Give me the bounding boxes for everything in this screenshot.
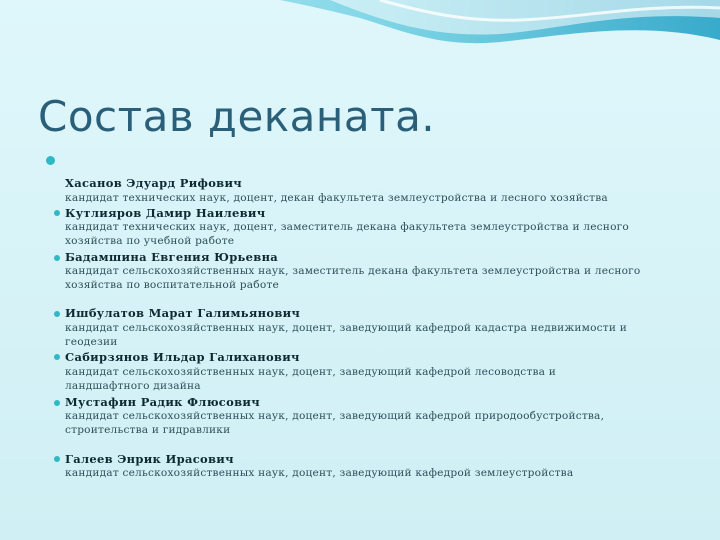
bullet-icon xyxy=(54,354,60,360)
bullet-icon xyxy=(46,156,55,165)
member-name: Ишбулатов Марат Галимьянович xyxy=(65,306,301,320)
member-name: Кутлияров Дамир Наилевич xyxy=(65,206,266,220)
member-description: кандидат технических наук, доцент, заместитель декана факультета землеустройства и лесного хозяйства по учебной работе xyxy=(65,221,629,247)
member-description: кандидат сельскохозяйственных наук, доцент, заведующий кафедрой землеустройства xyxy=(65,467,574,479)
member-description: кандидат сельскохозяйственных наук, доцент, заведующий кафедрой природообустройства, строительства и гидравлики xyxy=(65,410,605,436)
bullet-icon xyxy=(54,255,60,261)
member-description: кандидат технических наук, доцент, декан факультета землеустройства и лесного хозяйства xyxy=(65,192,608,204)
slide-title: Состав деканата. xyxy=(38,92,436,141)
decorative-wave xyxy=(0,0,720,80)
member-name: Галеев Энрик Ирасович xyxy=(65,452,234,466)
member-name: Сабирзянов Ильдар Галиханович xyxy=(65,350,300,364)
member-name: Бадамшина Евгения Юрьевна xyxy=(65,250,279,264)
bullet-icon xyxy=(54,400,60,406)
member-name: Мустафин Радик Флюсович xyxy=(65,395,260,409)
member-name: Хасанов Эдуард Рифович xyxy=(65,176,242,190)
bullet-icon xyxy=(54,210,60,216)
member-description: кандидат сельскохозяйственных наук, доцент, заведующий кафедрой лесоводства и ландшафтного дизайна xyxy=(65,366,557,392)
member-description: кандидат сельскохозяйственных наук, заместитель декана факультета землеустройства и лесного хозяйства по воспитательной работе xyxy=(65,265,641,291)
bullet-icon xyxy=(54,456,60,462)
bullet-icon xyxy=(54,311,60,317)
member-description: кандидат сельскохозяйственных наук, доцент, заведующий кафедрой кадастра недвижимости и геодезии xyxy=(65,322,627,348)
